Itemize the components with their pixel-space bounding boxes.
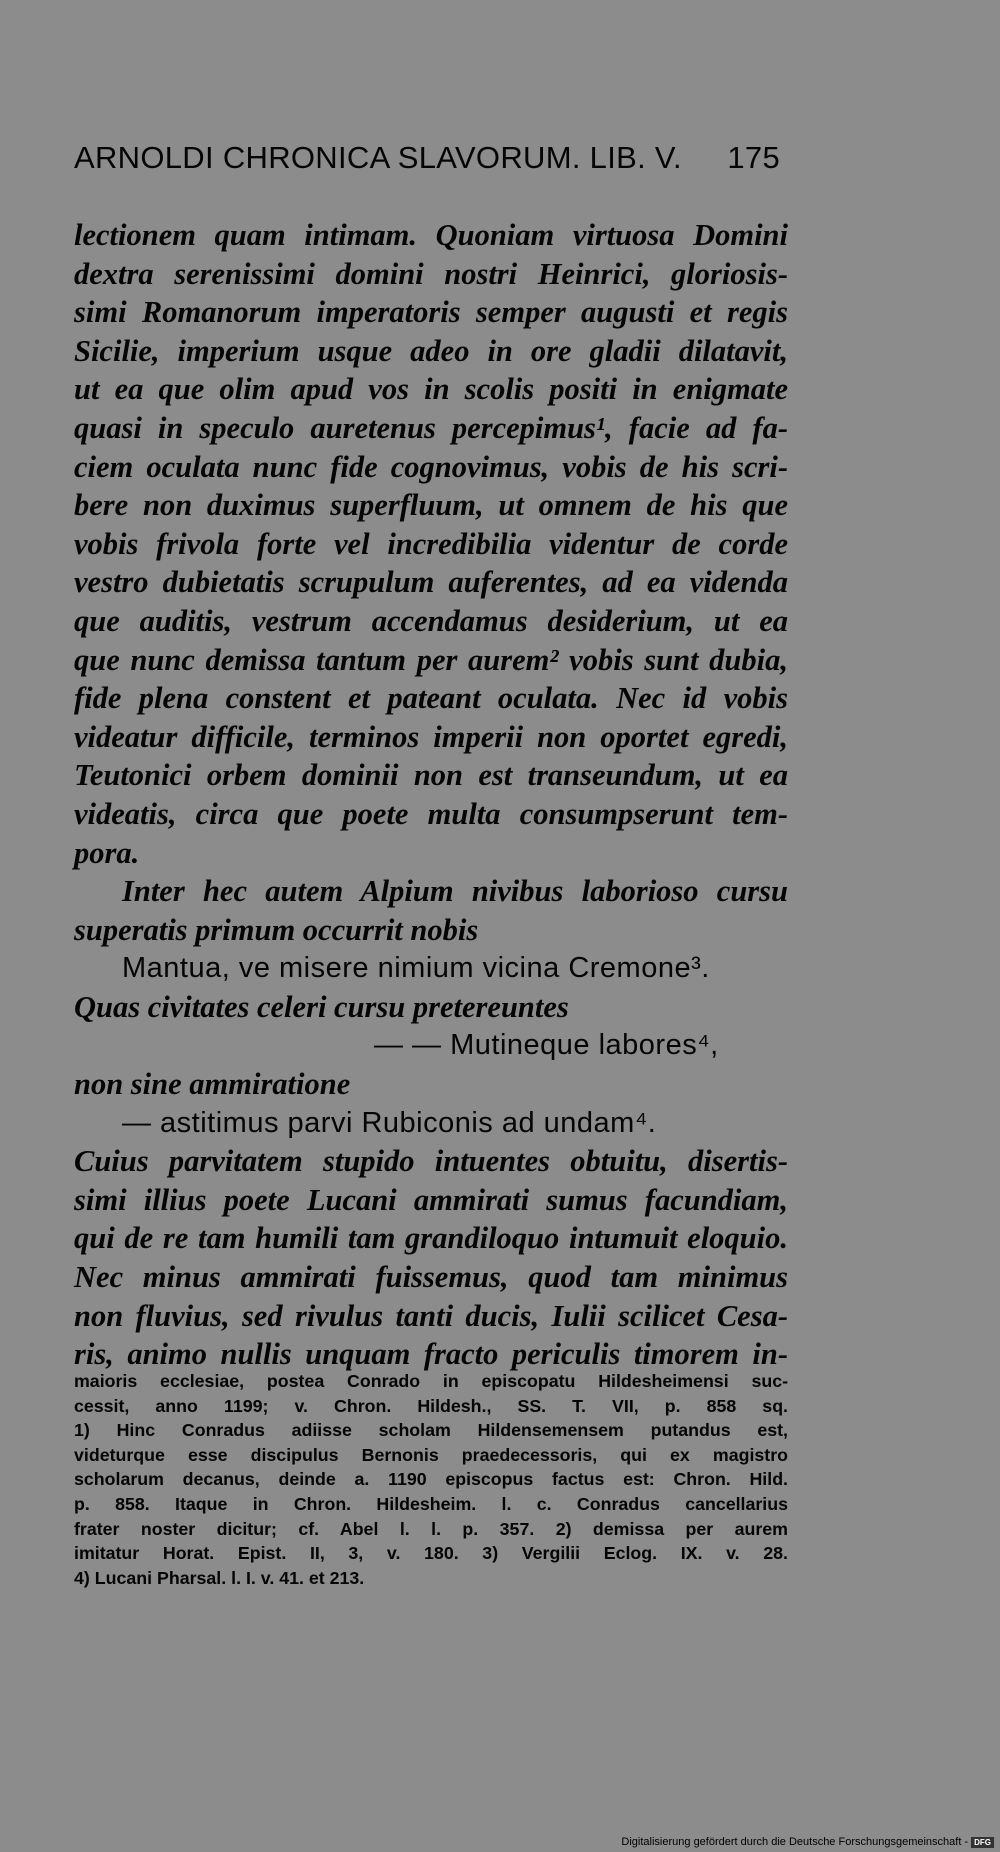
footnote-line: cessit, anno 1199; v. Chron. Hildesh., SS. T. VII, p. 858 sq. [74,1395,788,1416]
text-line: dextra serenissimi domini nostri Heinrici, gloriosis- [74,256,788,291]
text-line: Teutonici orbem dominii non est transeundum, ut ea [74,758,788,793]
text-line: bere non duximus superfluum, ut omnem de his que [74,488,788,523]
text-line: non fluvius, sed rivulus tanti ducis, Iulii scilicet Cesa- [74,1298,788,1333]
running-title: ARNOLDI CHRONICA SLAVORUM. LIB. V. [74,140,682,175]
text-line: vobis frivola forte vel incredibilia videntur de corde [74,526,788,561]
text-line: Quas civitates celeri cursu pretereuntes [74,989,569,1024]
dfg-logo: DFG [971,1837,994,1848]
footnote-line: scholarum decanus, deinde a. 1190 episcopus factus est: Chron. Hild. [74,1469,788,1490]
text-line: fide plena constent et pateant oculata. Nec id vobis [74,681,788,716]
footnote-line: p. 858. Itaque in Chron. Hildesheim. l. c. Conradus cancellarius [74,1493,788,1514]
footnote-line: 1) Hinc Conradus adiisse scholam Hildensemensem putandus est, [74,1420,788,1441]
text-line: pora. [74,835,140,870]
text-line: Nec minus ammirati fuissemus, quod tam minimus [74,1260,788,1295]
text-line: simi Romanorum imperatoris semper augusti et regis [74,295,788,330]
verse-line: Mantua, ve misere nimium vicina Cremone³. [122,952,710,985]
footnote-line: frater noster dicitur; cf. Abel l. l. p. 357. 2) demissa per aurem [74,1518,788,1539]
text-line: ut ea que olim apud vos in scolis positi in enigmate [74,372,788,407]
text-line: superatis primum occurrit nobis [74,912,479,947]
verse-line: — astitimus parvi Rubiconis ad undam⁴. [122,1106,657,1139]
text-line: videatur difficile, terminos imperii non oportet egredi, [74,719,788,754]
text-line: ciem oculata nunc fide cognovimus, vobis de his scri- [74,449,788,484]
text-line: non sine ammiratione [74,1067,351,1102]
text-line: Sicilie, imperium usque adeo in ore gladii dilatavit, [74,333,788,368]
text-line: simi illius poete Lucani ammirati sumus facundiam, [74,1182,788,1217]
digitization-credit [621,1836,994,1848]
footnote-line: videturque esse discipulus Bernonis praedecessoris, qui ex magistro [74,1444,788,1465]
text-line: videatis, circa que poete multa consumpserunt tem- [74,796,788,831]
running-header [74,140,780,176]
text-line: Cuius parvitatem stupido intuentes obtuitu, disertis- [74,1144,788,1179]
text-line: que auditis, vestrum accendamus desiderium, ut ea [74,603,788,638]
text-line: ris, animo nullis unquam fracto periculis timorem in- [74,1337,788,1372]
text-line: que nunc demissa tantum per aurem² vobis sunt dubia, [74,642,788,677]
text-line: vestro dubietatis scrupulum auferentes, ad ea videnda [74,565,788,600]
text-line: Inter hec autem Alpium nivibus laborioso cursu [122,874,788,909]
main-text [74,216,788,1374]
text-line: lectionem quam intimam. Quoniam virtuosa Domini [74,218,788,252]
footnotes [74,1369,788,1590]
text-line: qui de re tam humili tam grandiloquo intumuit eloquio. [74,1221,788,1256]
footnote-line: 4) Lucani Pharsal. l. I. v. 41. et 213. [74,1567,365,1588]
page-number: 175 [727,140,780,175]
footnote-line: maioris ecclesiae, postea Conrado in episcopatu Hildesheimensi suc- [74,1371,788,1391]
text-line: quasi in speculo auretenus percepimus¹, facie ad fa- [74,410,788,445]
verse-line: — — Mutineque labores⁴, [374,1029,719,1062]
footnote-line: imitatur Horat. Epist. II, 3, v. 180. 3) Vergilii Eclog. IX. v. 28. [74,1543,788,1564]
credit-text: Digitalisierung gefördert durch die Deutsche Forschungsgemeinschaft - [621,1836,969,1848]
